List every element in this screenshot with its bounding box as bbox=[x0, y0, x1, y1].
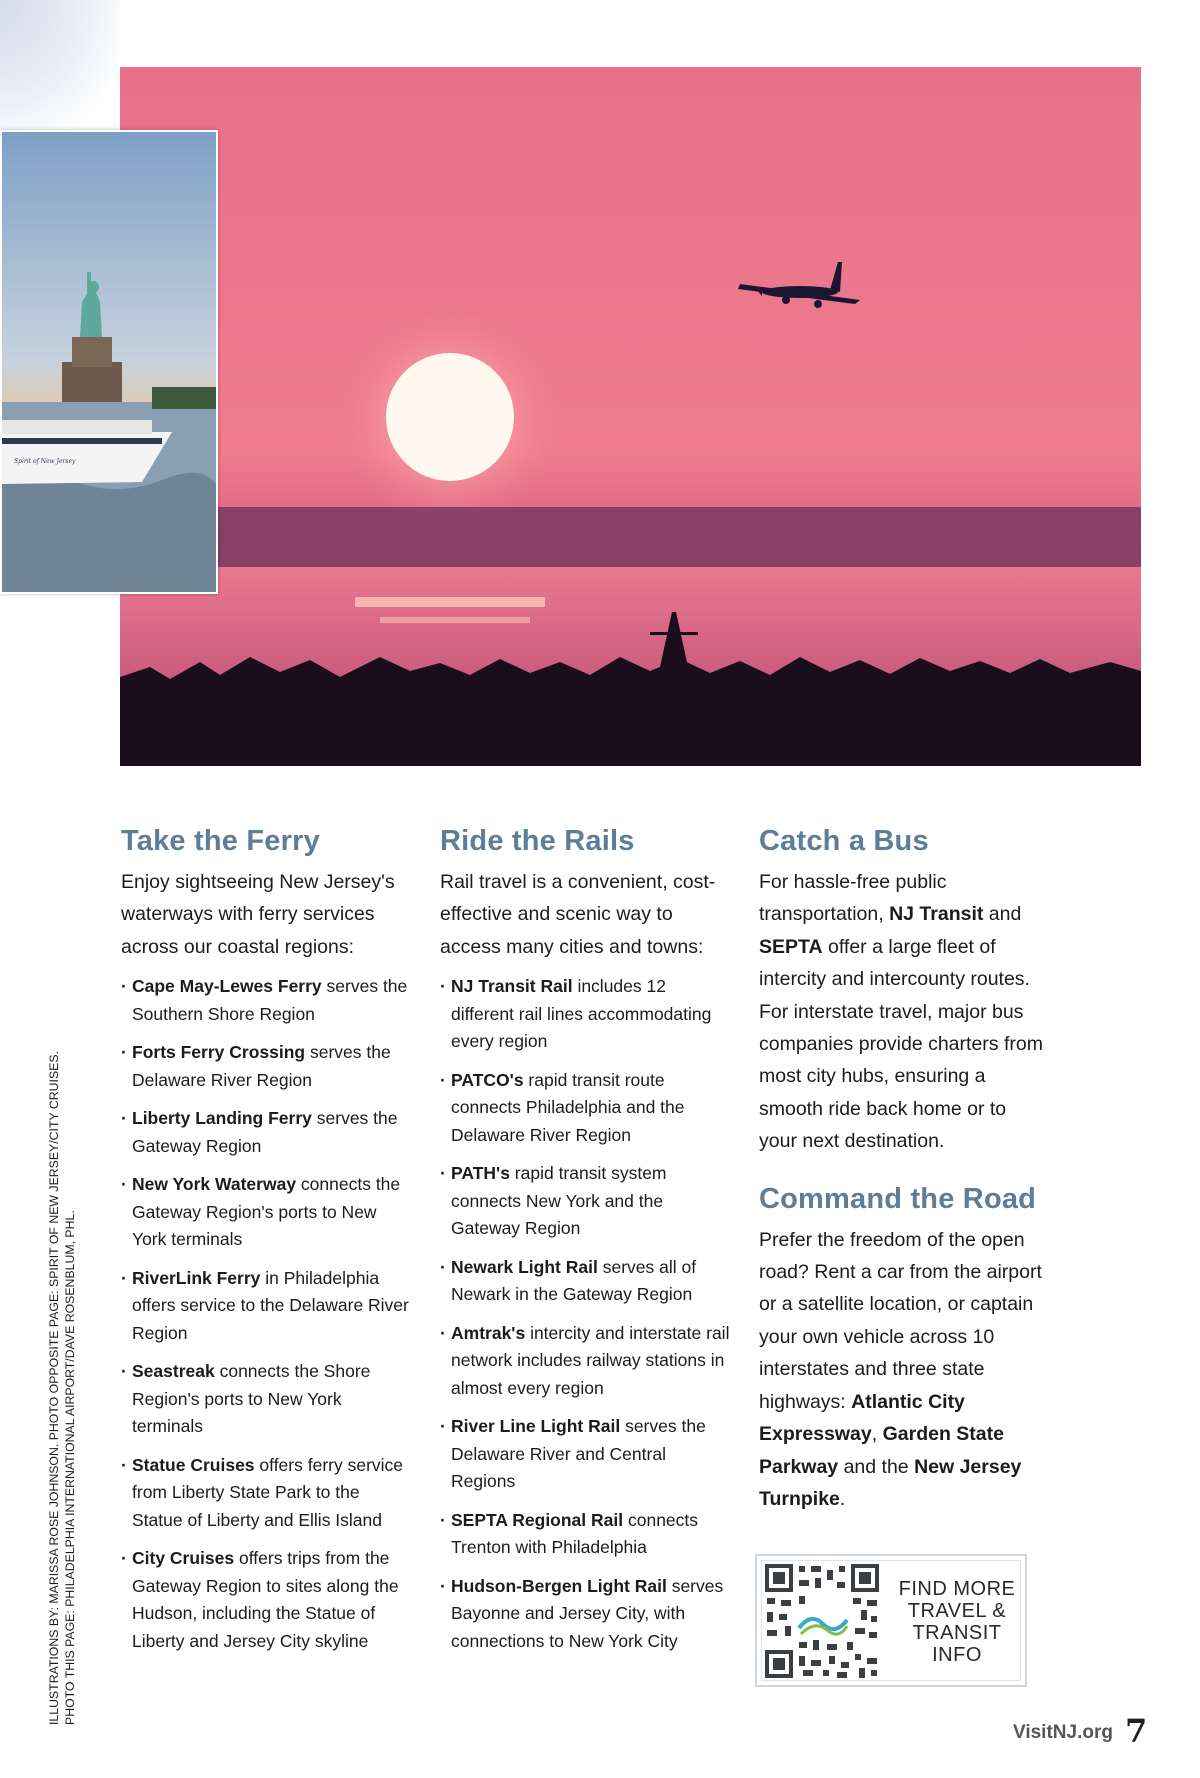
ferry-boat bbox=[2, 420, 172, 484]
rails-intro: Rail travel is a convenient, cost-effective and scenic way to access many cities and towns: bbox=[440, 871, 716, 958]
qr-label-line: FIND MORE bbox=[898, 1578, 1016, 1600]
sunset-scene bbox=[120, 67, 1141, 766]
rails-heading: Ride the Rails bbox=[440, 825, 635, 857]
bus-heading: Catch a Bus bbox=[759, 825, 929, 857]
credit-line: PHOTO THIS PAGE: PHILADELPHIA INTERNATIONAL AIRPORT/DAVE ROSENBLUM, PHL. bbox=[63, 1210, 77, 1725]
qr-code-icon[interactable] bbox=[763, 1562, 881, 1680]
list-item: · Seastreak connects the Shore Region's ports to New York terminals bbox=[121, 1358, 411, 1441]
list-item: · PATH's rapid transit system connects New York and the Gateway Region bbox=[440, 1160, 730, 1243]
rails-list bbox=[440, 973, 730, 1655]
footer-site-link[interactable]: VisitNJ.org bbox=[1013, 1722, 1113, 1743]
qr-label-line: TRANSIT bbox=[912, 1622, 1002, 1644]
ferry-scene bbox=[2, 132, 216, 592]
page-number: 7 bbox=[1125, 1712, 1148, 1750]
list-item: · Cape May-Lewes Ferry serves the Southern Shore Region bbox=[121, 973, 411, 1028]
ferry-intro: Enjoy sightseeing New Jersey's waterways with ferry services across our coastal regions: bbox=[121, 871, 395, 958]
list-item: · Amtrak's intercity and interstate rail network includes railway stations in almost every region bbox=[440, 1320, 730, 1403]
qr-label-line: INFO bbox=[932, 1644, 982, 1666]
list-item: · RiverLink Ferry in Philadelphia offers service to the Delaware River Region bbox=[121, 1265, 411, 1348]
sun bbox=[386, 353, 514, 481]
tree-silhouette bbox=[120, 657, 1141, 766]
qr-code-callout[interactable] bbox=[755, 1554, 1027, 1687]
list-item: · SEPTA Regional Rail connects Trenton with Philadelphia bbox=[440, 1507, 730, 1562]
road-heading: Command the Road bbox=[759, 1182, 1037, 1215]
list-item: · PATCO's rapid transit route connects Philadelphia and the Delaware River Region bbox=[440, 1067, 730, 1150]
list-item: · City Cruises offers trips from the Gateway Region to sites along the Hudson, including the Statue of Liberty and Jersey City skyline bbox=[121, 1545, 411, 1655]
far-shoreline bbox=[120, 507, 1141, 567]
list-item: · Newark Light Rail serves all of Newark in the Gateway Region bbox=[440, 1254, 730, 1309]
sunset-airplane-photo bbox=[120, 67, 1141, 766]
list-item: · River Line Light Rail serves the Delaware River and Central Regions bbox=[440, 1413, 730, 1496]
statue-of-liberty-ferry-photo bbox=[0, 130, 218, 594]
list-item: · Statue Cruises offers ferry service from Liberty State Park to the Statue of Liberty and Ellis Island bbox=[121, 1452, 411, 1535]
qr-label-line: TRAVEL & bbox=[907, 1600, 1007, 1622]
bus-paragraph: For hassle-free public transportation, NJ Transit and SEPTA offer a large fleet of intercity and intercounty routes. For interstate travel, major bus companies provide charters from most city hubs, ensuring a smooth ride back home or to your next destination. bbox=[759, 871, 1043, 1153]
corner-watercolor-wash bbox=[0, 0, 120, 140]
ferry-name-label: Spirit of New Jersey bbox=[14, 458, 76, 465]
list-item: · Hudson-Bergen Light Rail serves Bayonne and Jersey City, with connections to New York City bbox=[440, 1573, 730, 1656]
rails-section bbox=[440, 822, 730, 1666]
photo-credit bbox=[46, 1051, 78, 1725]
credit-line: ILLUSTRATIONS BY: MARISSA ROSE JOHNSON. PHOTO OPPOSITE PAGE: SPIRIT OF NEW JERSEY/CITY CRUISES. bbox=[47, 1051, 61, 1725]
ferry-section bbox=[121, 822, 411, 1666]
ferry-heading: Take the Ferry bbox=[121, 825, 320, 857]
island-trees bbox=[152, 387, 216, 409]
list-item: · New York Waterway connects the Gateway Region's ports to New York terminals bbox=[121, 1171, 411, 1254]
road-paragraph: Prefer the freedom of the open road? Rent a car from the airport or a satellite location, or captain your own vehicle across 10 interstates and three state highways: Atlantic City Expressway, Garden State Parkway and the New Jersey Turnpike. bbox=[759, 1228, 1042, 1510]
list-item: · NJ Transit Rail includes 12 different rail lines accommodating every region bbox=[440, 973, 730, 1056]
list-item: · Forts Ferry Crossing serves the Delaware River Region bbox=[121, 1039, 411, 1094]
ferry-list bbox=[121, 973, 411, 1655]
qr-label bbox=[893, 1578, 1021, 1666]
bus-road-section bbox=[759, 822, 1049, 1525]
list-item: · Liberty Landing Ferry serves the Gateway Region bbox=[121, 1105, 411, 1160]
